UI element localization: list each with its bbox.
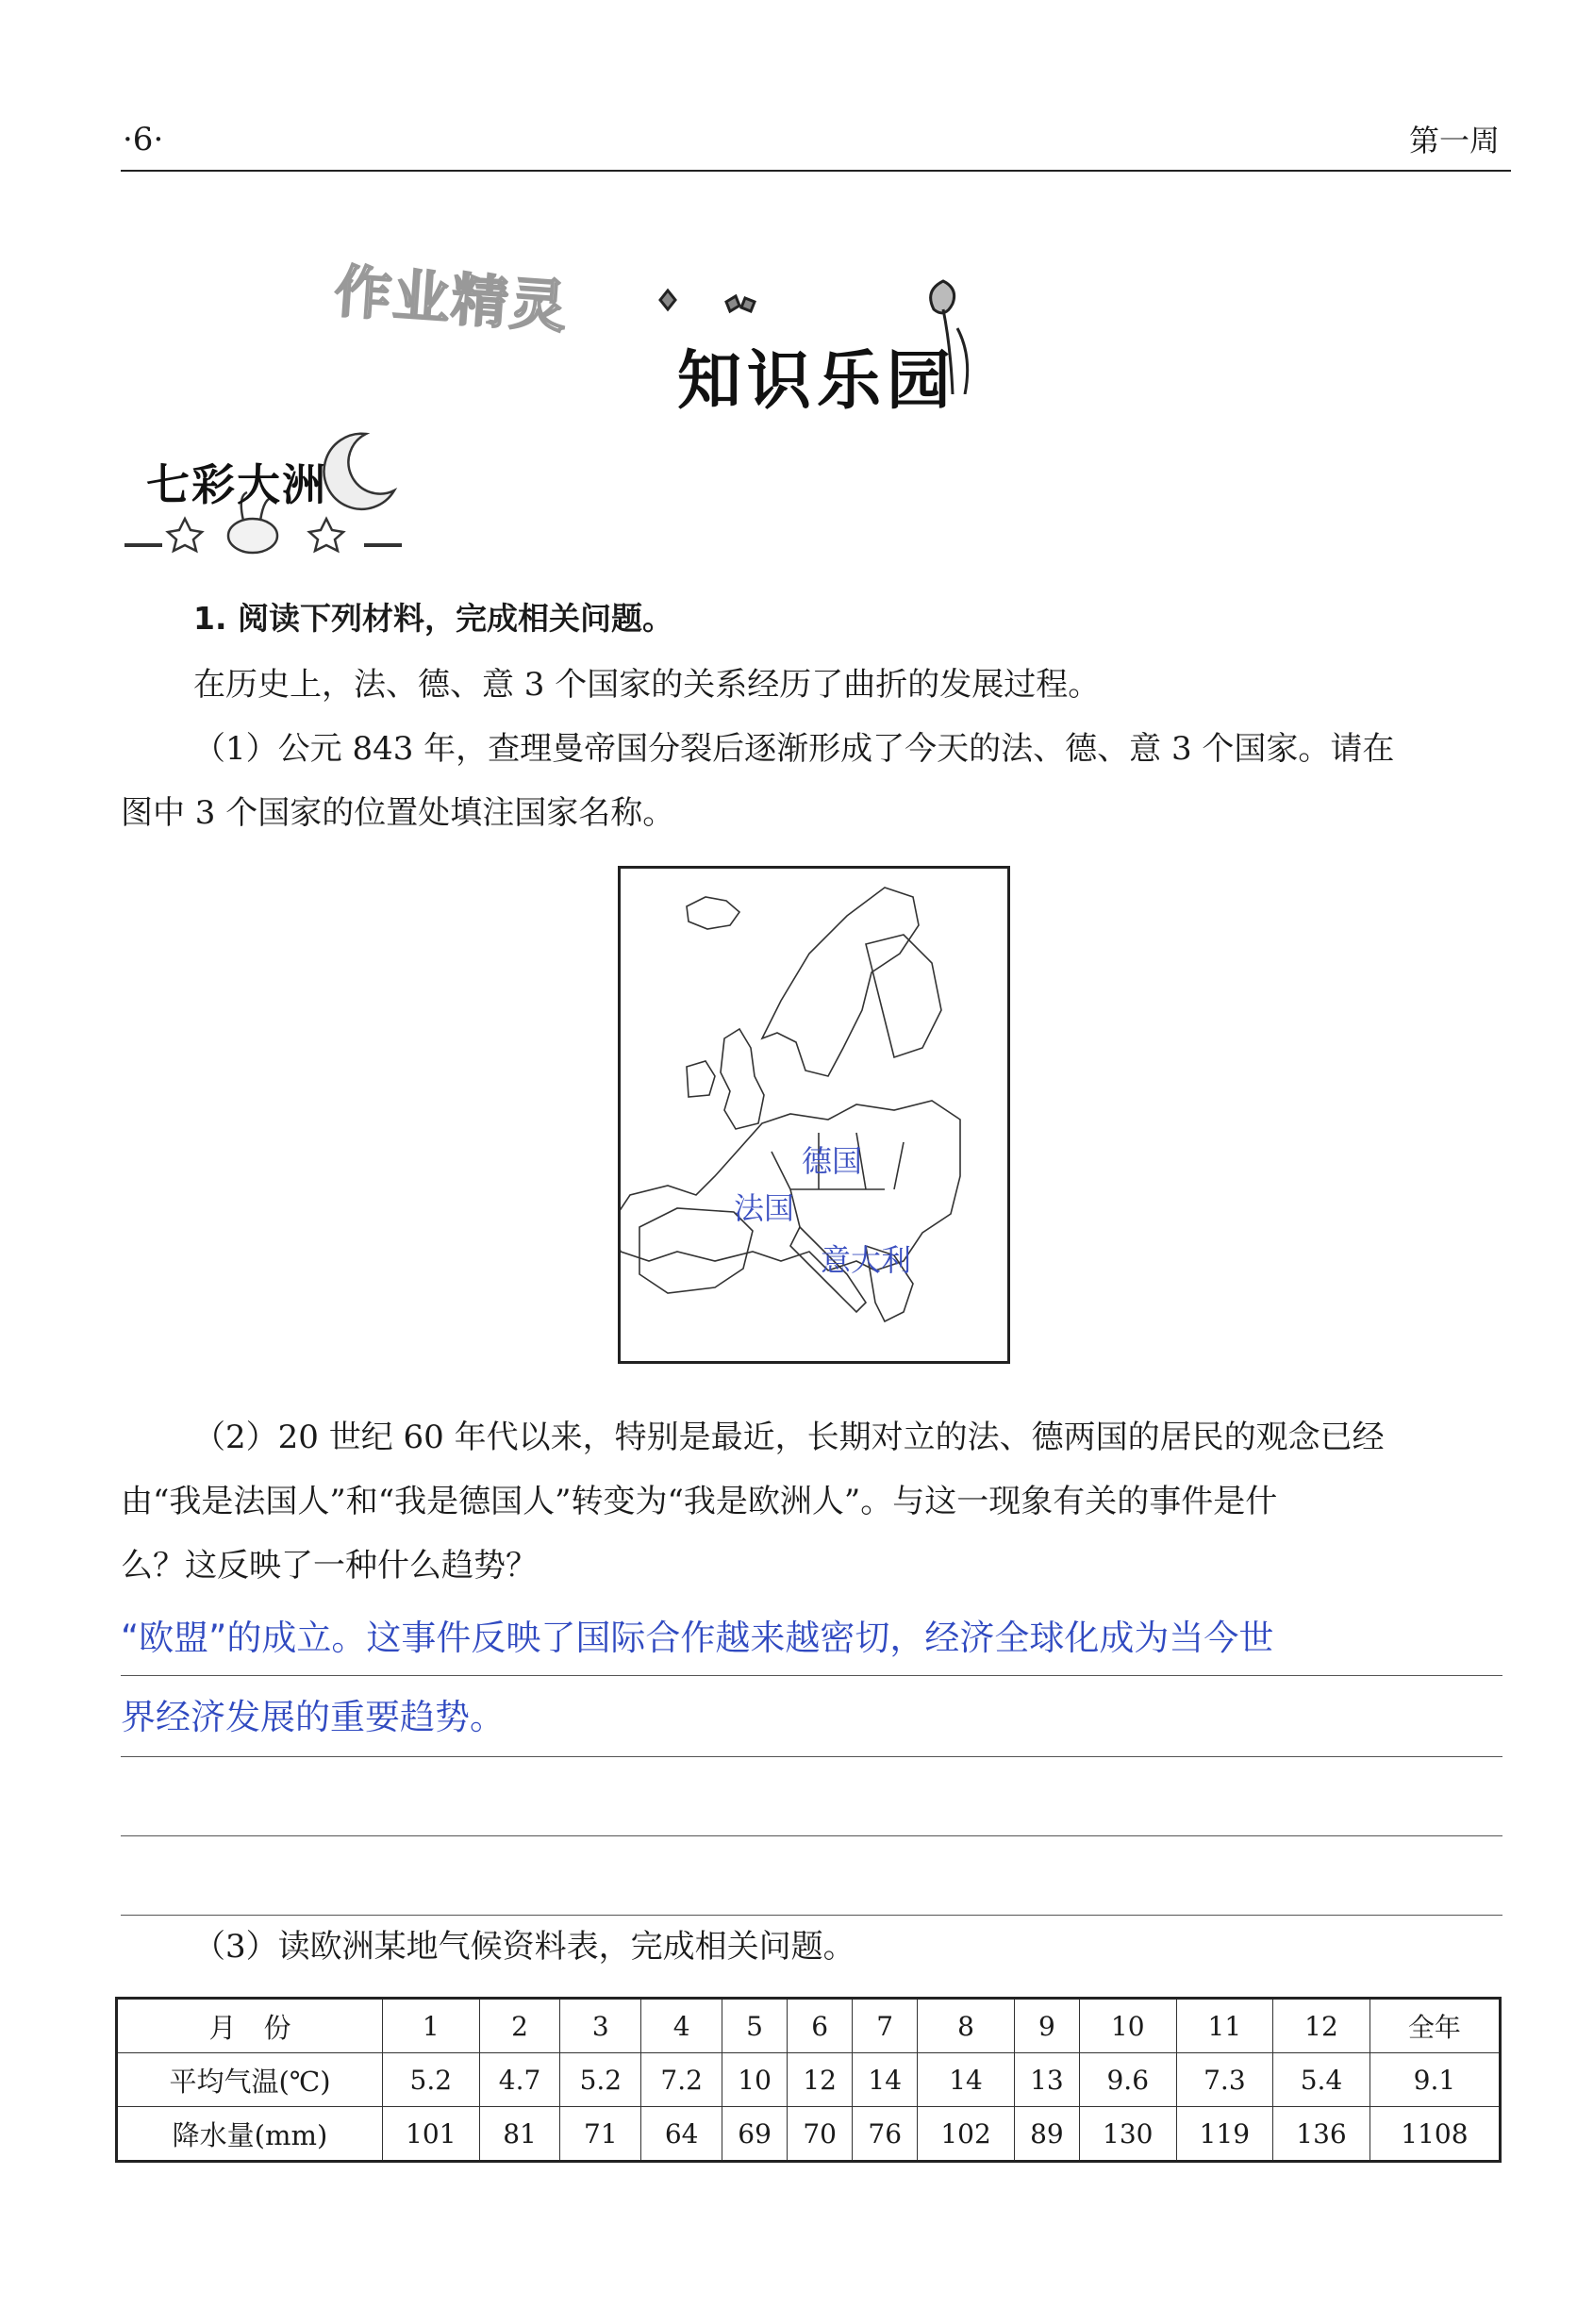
sub-section-badge: 七彩大洲	[146, 459, 327, 510]
table-cell: 4.7	[479, 2053, 560, 2107]
table-cell: 4	[641, 1999, 722, 2053]
table-header-cell: 降水量(mm)	[117, 2107, 383, 2162]
table-cell: 101	[383, 2107, 480, 2162]
page-number: ·6·	[123, 121, 164, 158]
table-cell: 89	[1014, 2107, 1079, 2162]
table-cell: 7	[853, 1999, 918, 2053]
table-cell: 3	[560, 1999, 641, 2053]
climate-table	[115, 1997, 1502, 2163]
table-cell: 81	[479, 2107, 560, 2162]
table-cell: 11	[1176, 1999, 1273, 2053]
answer-rule	[121, 1756, 1502, 1757]
table-cell: 9.1	[1370, 2053, 1500, 2107]
part1-text-cont: 图中 3 个国家的位置处填注国家名称。	[121, 794, 675, 832]
table-cell: 102	[918, 2107, 1015, 2162]
table-cell: 69	[722, 2107, 788, 2162]
table-cell: 13	[1014, 2053, 1079, 2107]
table-header-cell: 平均气温(℃)	[117, 2053, 383, 2107]
table-cell: 14	[918, 2053, 1015, 2107]
section-title: 知识乐园	[677, 344, 957, 419]
table-cell: 7.3	[1176, 2053, 1273, 2107]
table-cell: 12	[1273, 1999, 1370, 2053]
part2-text-end: 么？这反映了一种什么趋势？	[121, 1547, 538, 1585]
intro-text: 在历史上，法、德、意 3 个国家的关系经历了曲折的发展过程。	[193, 666, 1101, 704]
table-cell: 1	[383, 1999, 480, 2053]
table-cell: 5.2	[560, 2053, 641, 2107]
table-row	[117, 1999, 1501, 2053]
table-cell: 14	[853, 2053, 918, 2107]
table-cell: 5.2	[383, 2053, 480, 2107]
table-cell: 8	[918, 1999, 1015, 2053]
table-cell: 全年	[1370, 1999, 1500, 2053]
table-cell: 1108	[1370, 2107, 1500, 2162]
map-label-germany: 德国	[802, 1143, 863, 1179]
table-row	[117, 2053, 1501, 2107]
answer-rule	[121, 1915, 1502, 1916]
answer-line-1: “欧盟”的成立。这事件反映了国际合作越来越密切，经济全球化成为当今世	[121, 1618, 1274, 1658]
table-cell: 9	[1014, 1999, 1079, 2053]
question-title: 1. 阅读下列材料，完成相关问题。	[193, 600, 673, 637]
europe-map	[618, 866, 1010, 1364]
table-cell: 130	[1079, 2107, 1176, 2162]
answer-rule	[121, 1835, 1502, 1836]
table-cell: 10	[1079, 1999, 1176, 2053]
part2-text-cont: 由“我是法国人”和“我是德国人”转变为“我是欧洲人”。与这一现象有关的事件是什	[121, 1483, 1278, 1520]
map-label-italy: 意大利	[821, 1242, 912, 1278]
answer-rule	[121, 1675, 1502, 1676]
table-cell: 64	[641, 2107, 722, 2162]
table-cell: 119	[1176, 2107, 1273, 2162]
europe-outline	[621, 869, 1007, 1361]
header-divider	[121, 170, 1511, 172]
week-label: 第一周	[1408, 123, 1500, 158]
table-cell: 76	[853, 2107, 918, 2162]
table-cell: 9.6	[1079, 2053, 1176, 2107]
table-row	[117, 2107, 1501, 2162]
part3-text: （3）读欧洲某地气候资料表，完成相关问题。	[193, 1928, 855, 1966]
table-cell: 2	[479, 1999, 560, 2053]
part1-text: （1）公元 843 年，查理曼帝国分裂后逐渐形成了今天的法、德、意 3 个国家。请在	[193, 730, 1395, 768]
table-cell: 7.2	[641, 2053, 722, 2107]
watermark: 作业精灵	[332, 258, 571, 341]
table-cell: 5	[722, 1999, 788, 2053]
part2-text: （2）20 世纪 60 年代以来，特别是最近，长期对立的法、德两国的居民的观念已经	[193, 1419, 1385, 1456]
table-cell: 10	[722, 2053, 788, 2107]
table-cell: 71	[560, 2107, 641, 2162]
table-cell: 6	[788, 1999, 853, 2053]
map-label-france: 法国	[734, 1190, 795, 1226]
answer-line-2: 界经济发展的重要趋势。	[121, 1697, 505, 1737]
table-header-cell: 月 份	[117, 1999, 383, 2053]
table-cell: 5.4	[1273, 2053, 1370, 2107]
table-cell: 12	[788, 2053, 853, 2107]
table-cell: 136	[1273, 2107, 1370, 2162]
table-cell: 70	[788, 2107, 853, 2162]
